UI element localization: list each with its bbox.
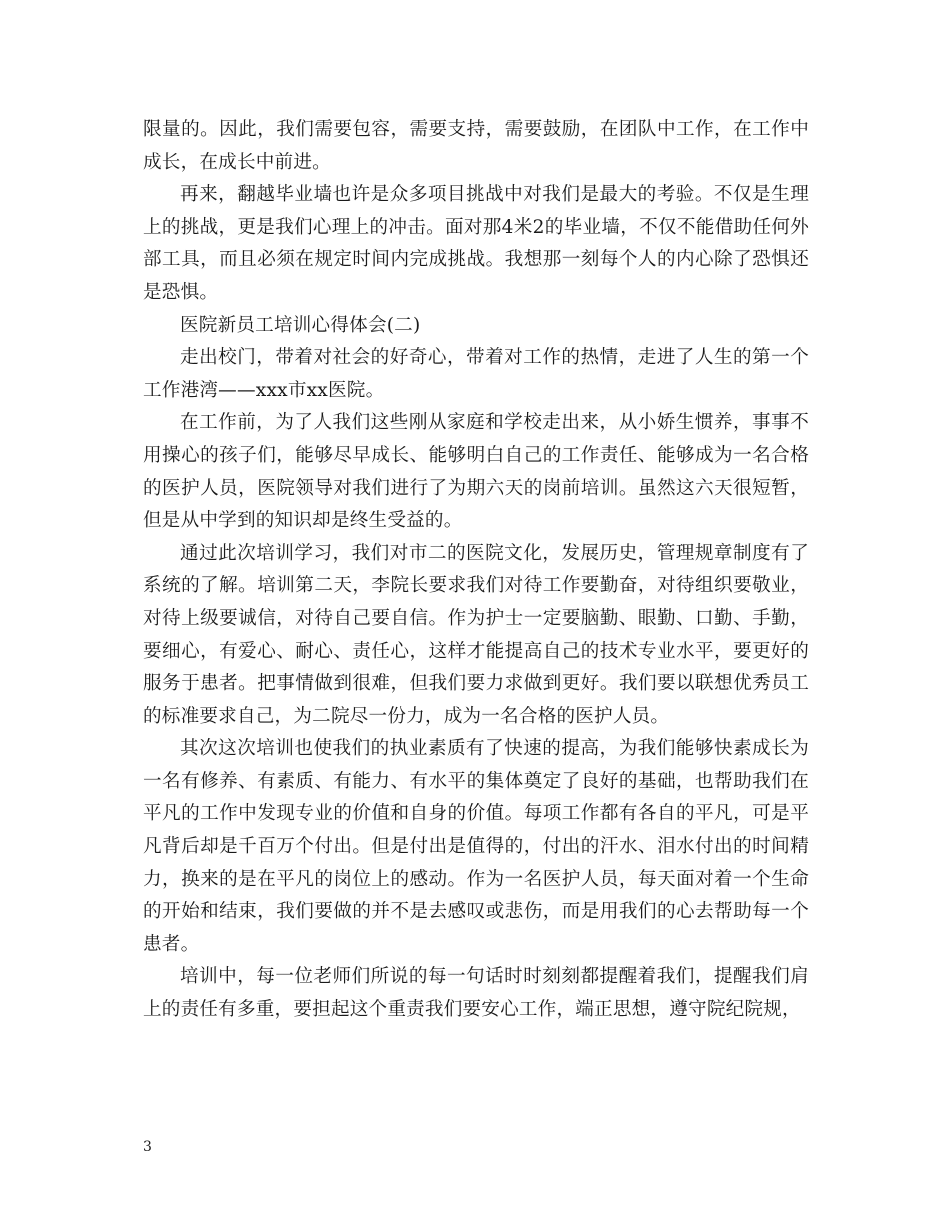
paragraph: 通过此次培训学习，我们对市二的医院文化，发展历史，管理规章制度有了系统的了解。培训第二天，李院长要求我们对待工作要勤奋，对待组织要敬业，对待上级要诚信，对待自己要自信。作为护士一定要脑勤、眼勤、口勤、手勤，要细心，有爱心、耐心、责任心，这样才能提高自己的技术专业水平，要更好的服务于患者。把事情做到很难，但我们要力求做到更好。我们要以联想优秀员工的标准要求自己，为二院尽一份力，成为一名合格的医护人员。: [143, 542, 809, 727]
paragraph: 再来，翻越毕业墙也许是众多项目挑战中对我们是最大的考验。不仅是生理上的挑战，更是我们心理上的冲击。面对那4米2的毕业墙，不仅不能借助任何外部工具，而且必须在规定时间内完成挑战。我想那一刻每个人的内心除了恐惧还是恐惧。: [143, 184, 809, 303]
paragraph: 其次这次培训也使我们的执业素质有了快速的提高，为我们能够快素成长为一名有修养、有素质、有能力、有水平的集体奠定了良好的基础，也帮助我们在平凡的工作中发现专业的价值和自身的价值。每项工作都有各自的平凡，可是平凡背后却是千百万个付出。但是付出是值得的，付出的汗水、泪水付出的时间精力，换来的是在平凡的岗位上的感动。作为一名医护人员，每天面对着一个生命的开始和结束，我们要做的并不是去感叹或悲伤，而是用我们的心去帮助每一个患者。: [143, 738, 809, 955]
paragraph: 限量的。因此，我们需要包容，需要支持，需要鼓励，在团队中工作，在工作中成长，在成长中前进。: [143, 119, 809, 173]
section-heading: 医院新员工培训心得体会(二): [180, 314, 421, 336]
page-number: 3: [143, 1139, 152, 1155]
paragraph: 走出校门，带着对社会的好奇心，带着对工作的热情，走进了人生的第一个工作港湾——xxx市xx医院。: [143, 347, 809, 401]
paragraph: 在工作前，为了人我们这些刚从家庭和学校走出来，从小娇生惯养，事事不用操心的孩子们，能够尽早成长、能够明白自己的工作责任、能够成为一名合格的医护人员，医院领导对我们进行了为期六天的岗前培训。虽然这六天很短暂，但是从中学到的知识却是终生受益的。: [143, 412, 809, 532]
document-body: [143, 114, 809, 1027]
paragraph: 培训中，每一位老师们所说的每一句话时时刻刻都提醒着我们，提醒我们肩上的责任有多重，要担起这个重责我们要安心工作，端正思想，遵守院纪院规，: [143, 966, 809, 1021]
